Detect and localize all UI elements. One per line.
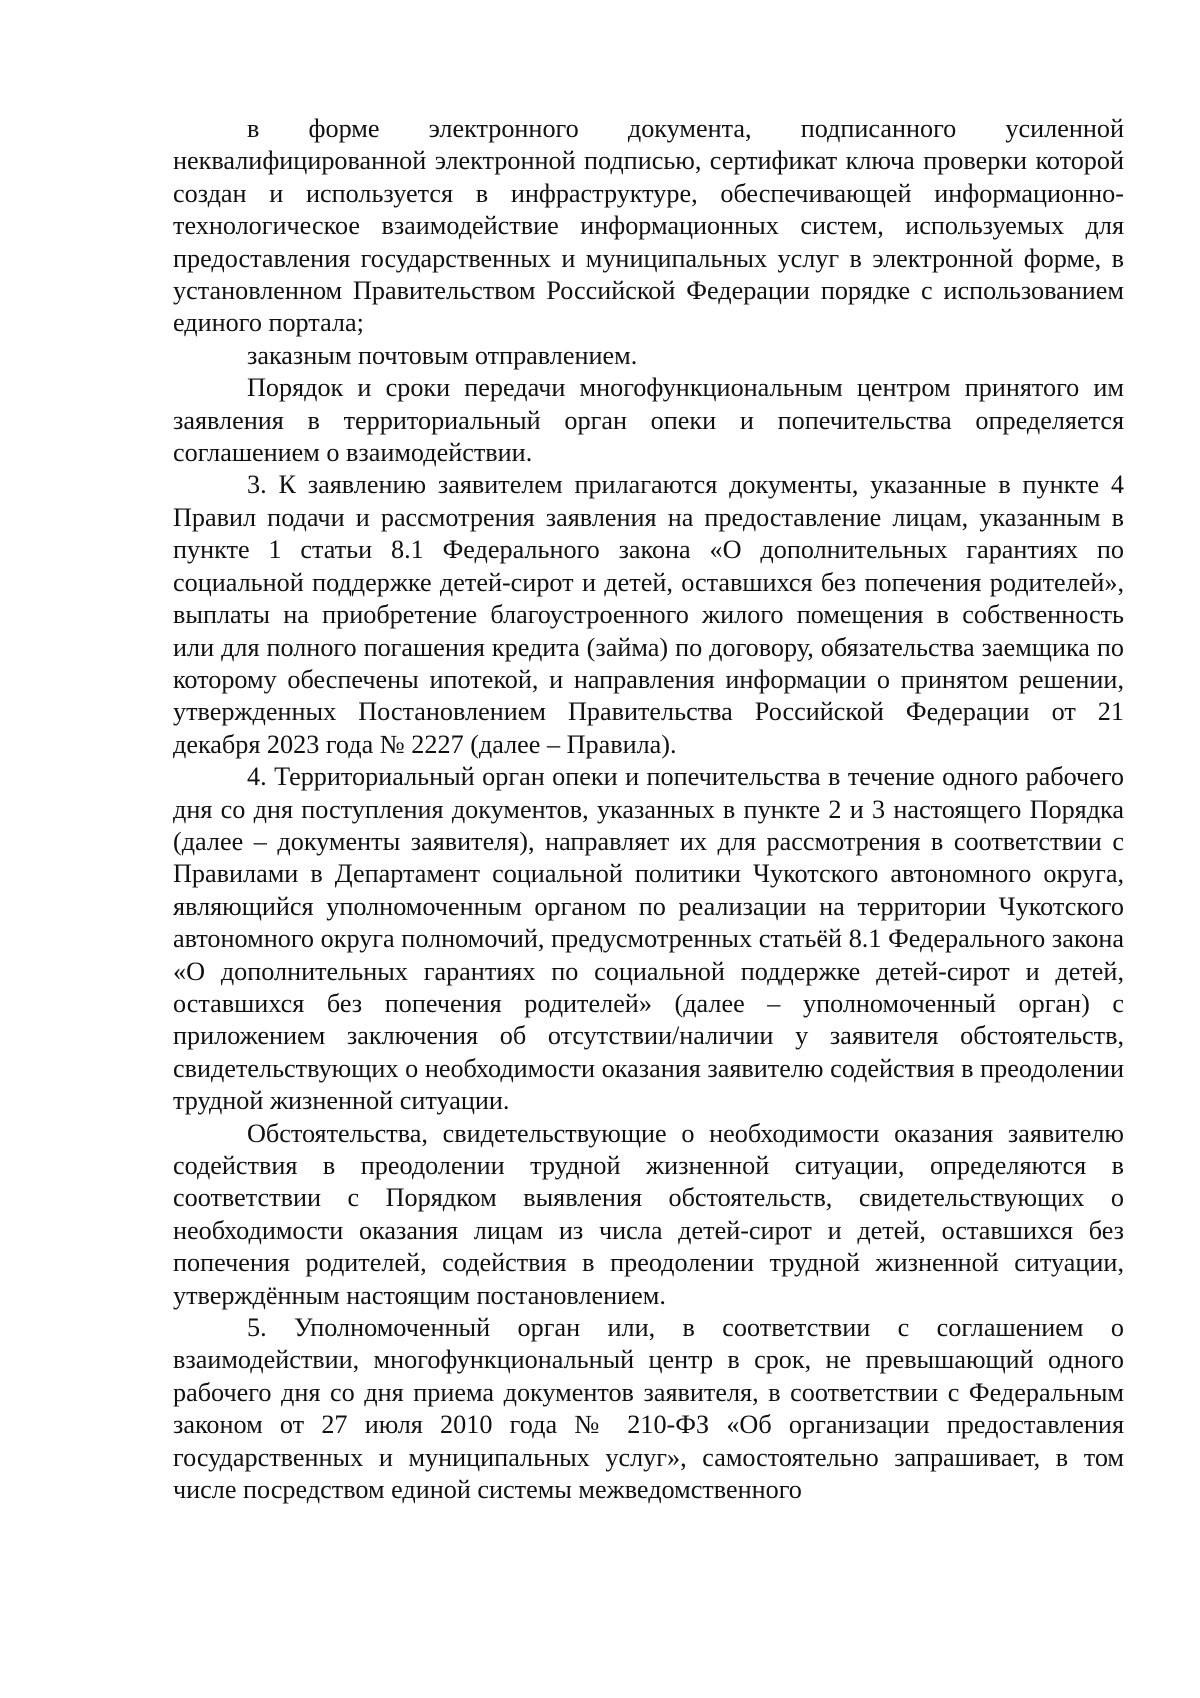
paragraph-item-4: 4. Территориальный орган опеки и попечительства в течение одного рабочего дня со дня поступления документов, указанных в пункте 2 и 3 настоящего Порядка (далее – документы заявителя), направляет их для рассмотрения в соответствии с Правилами в Департамент социальной политики Чукотского автономного округа, являющийся уполномоченным органом по реализации на территории Чукотского автономного округа полномочий, предусмотренных статьёй 8.1 Федерального закона «О дополнительных гарантиях по социальной поддержке детей-сирот и детей, оставшихся без попечения родителей» (далее – уполномоченный орган) с приложением заключения об отсутствии/наличии у заявителя обстоятельств, свидетельствующих о необходимости оказания заявителю содействия в преодолении трудной жизненной ситуации. (173, 762, 1124, 1116)
paragraph-item-5: 5. Уполномоченный орган или, в соответствии с соглашением о взаимодействии, многофункциональный центр в срок, не превышающий одного рабочего дня со дня приема документов заявителя, в соответствии с Федеральным законом от 27 июля 2010 года № 210-ФЗ «Об организации предоставления государственных и муниципальных услуг», самостоятельно запрашивает, в том числе посредством единой системы межведомственного (173, 1313, 1124, 1505)
paragraph-transfer-procedure: Порядок и сроки передачи многофункциональным центром принятого им заявления в территориальный орган опеки и попечительства определяется соглашением о взаимодействии. (173, 373, 1124, 468)
paragraph-circumstances: Обстоятельства, свидетельствующие о необходимости оказания заявителю содействия в преодолении трудной жизненной ситуации, определяются в соответствии с Порядком выявления обстоятельств, свидетельствующих о необходимости оказания лицам из числа детей-сирот и детей, оставшихся без попечения родителей, содействия в преодолении трудной жизненной ситуации, утверждённым настоящим постановлением. (173, 1118, 1124, 1310)
document-body (173, 113, 1124, 1506)
paragraph-electronic-form: в форме электронного документа, подписанного усиленной неквалифицированной электронной подписью, сертификат ключа проверки которой создан и используется в инфраструктуре, обеспечивающей информационно-технологическое взаимодействие информационных систем, используемых для предоставления государственных и муниципальных услуг в электронной форме, в установленном Правительством Российской Федерации порядке с использованием единого портала; (173, 114, 1124, 338)
paragraph-registered-mail: заказным почтовым отправлением. (247, 340, 638, 370)
paragraph-item-3: 3. К заявлению заявителем прилагаются документы, указанные в пункте 4 Правил подачи и рассмотрения заявления на предоставление лицам, указанным в пункте 1 статьи 8.1 Федерального закона «О дополнительных гарантиях по социальной поддержке детей-сирот и детей, оставшихся без попечения родителей», выплаты на приобретение благоустроенного жилого помещения в собственность или для полного погашения кредита (займа) по договору, обязательства заемщика по которому обеспечены ипотекой, и направления информации о принятом решении, утвержденных Постановлением Правительства Российской Федерации от 21 декабря 2023 года № 2227 (далее – Правила). (173, 470, 1124, 759)
